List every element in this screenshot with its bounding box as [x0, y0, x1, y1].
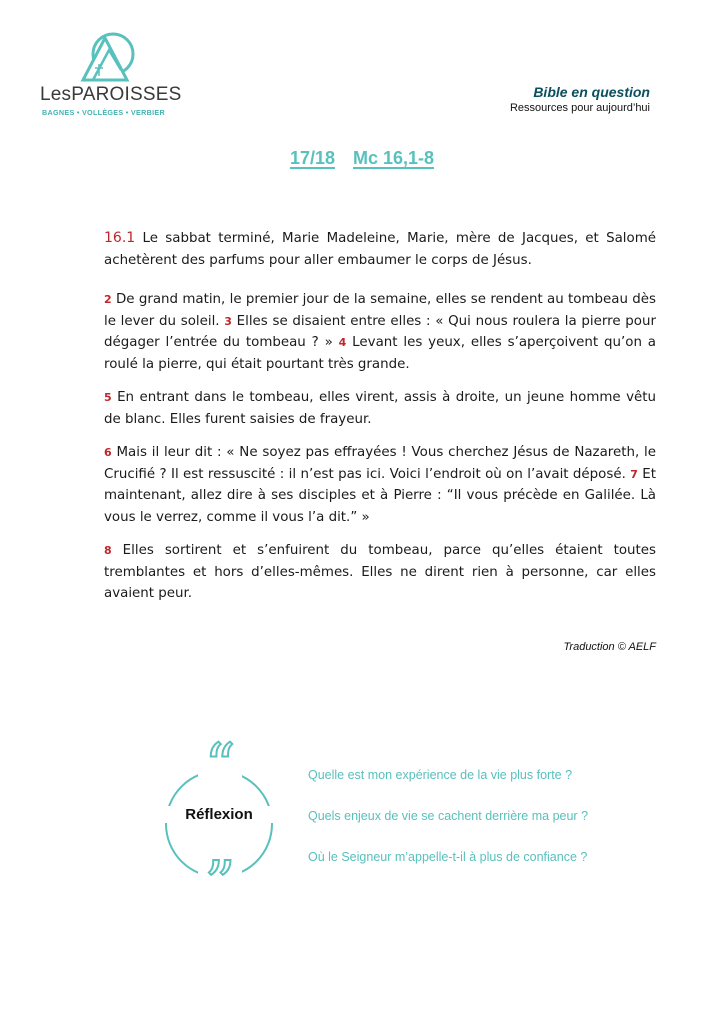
verse-text: Levant les yeux, elles s’aperçoivent qu’on a roulé la pierre, qui était pourtant très grande.: [104, 335, 656, 372]
verse-paragraph: [104, 442, 656, 528]
verse-text: En entrant dans le tombeau, elles virent, assis à droite, un jeune homme vêtu de blanc. Elles furent saisies de frayeur.: [104, 390, 656, 427]
parish-logo: [40, 30, 180, 116]
mountain-logo-icon: [75, 30, 145, 82]
gospel-text: [104, 228, 656, 617]
logo-name: [40, 84, 180, 106]
series-subtitle: Ressources pour aujourd’hui: [509, 102, 650, 114]
open-quote-icon: [198, 731, 242, 801]
reflexion-question: Quels enjeux de vie se cachent derrière ma peur ?: [308, 809, 589, 823]
reference-passage: Mc 16,1-8: [353, 148, 435, 168]
passage-reference: [0, 148, 724, 169]
verse-text: Mais il leur dit : « Ne soyez pas effrayées ! Vous cherchez Jésus de Nazareth, le Crucifié ? Il est ressuscité : il n’est pas ici. Voici l’endroit où on l’avait déposé.: [104, 445, 656, 482]
verse-number: 8: [104, 544, 112, 557]
verse-number: 5: [104, 391, 112, 404]
verse-paragraph: [104, 387, 656, 430]
verse-text: De grand matin, le premier jour de la semaine, elles se rendent au tombeau dès le lever du soleil.: [104, 292, 656, 329]
verse-paragraph: [104, 289, 656, 375]
reflexion-questions: [308, 766, 588, 889]
reference-number: 17/18: [289, 148, 335, 168]
translation-credit: Traduction © AELF: [563, 641, 656, 653]
close-quote-icon: [198, 849, 242, 919]
verse-number: 6: [104, 446, 112, 459]
verse-number: 2: [104, 293, 112, 306]
verse-paragraph: [104, 540, 656, 605]
open-quote-glyph: “: [204, 731, 236, 801]
logo-name-part-2: PAROISSES: [71, 84, 182, 105]
reflexion-question: Où le Seigneur m’appelle-t-il à plus de confiance ?: [308, 850, 588, 864]
logo-name-part-1: Les: [40, 84, 72, 105]
logo-subtitle: BAGNES • VOLLÈGES • VERBIER: [42, 108, 165, 117]
verse-number: 7: [630, 467, 638, 481]
reflexion-label: Réflexion: [165, 806, 273, 823]
series-header: [510, 84, 650, 114]
close-quote-glyph: ”: [204, 849, 236, 919]
verse-number: 4: [338, 336, 347, 349]
reflexion-question: Quelle est mon expérience de la vie plus forte ?: [308, 768, 573, 782]
verse-paragraph: [104, 228, 656, 271]
verse-text: Elles sortirent et s’enfuirent du tombeau, parce qu’elles étaient toutes tremblantes et hors d’elles-mêmes. Elles ne dirent rien à personne, car elles avaient peur.: [104, 543, 656, 601]
verse-text: Elles se disaient entre elles : « Qui nous roulera la pierre pour dégager l’entrée du tombeau ? »: [104, 313, 656, 350]
series-title: Bible en question: [533, 84, 650, 100]
verse-text: Et maintenant, allez dire à ses disciples et à Pierre : “Il vous précède en Galilée. Là vous le verrez, comme il vous l’a dit.” »: [104, 466, 656, 525]
verse-number: 16.1: [104, 230, 136, 246]
verse-text: Le sabbat terminé, Marie Madeleine, Marie, mère de Jacques, et Salomé achetèrent des parfums pour aller embaumer le corps de Jésus.: [104, 231, 656, 268]
verse-number: 3: [224, 314, 232, 328]
